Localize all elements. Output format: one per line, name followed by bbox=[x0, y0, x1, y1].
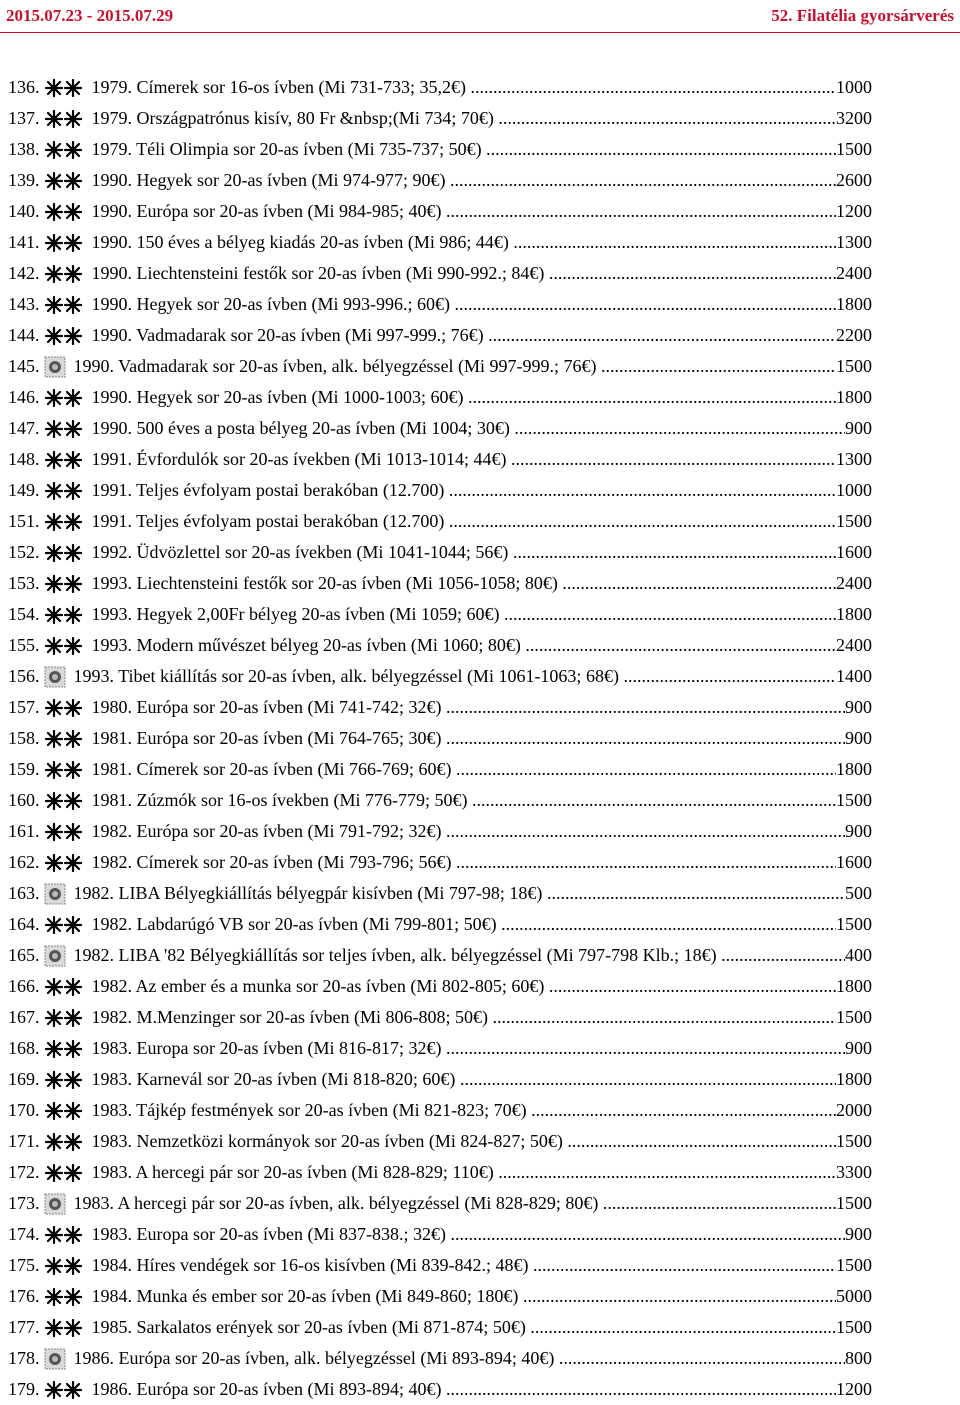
lot-number: 160. bbox=[8, 790, 40, 810]
lot-description: 1985. Sarkalatos erények sor 20-as ívben (Mi 871-874; 50€) ..... bbox=[92, 1312, 837, 1343]
cancelled-stamp-icon bbox=[44, 1348, 66, 1370]
double-asterisk-mint-icon bbox=[44, 1071, 84, 1089]
lot-price: 1000 bbox=[836, 77, 872, 97]
lot-row bbox=[8, 1250, 872, 1281]
lot-description: 1990. Hegyek sor 20-as ívben (Mi 1000-1003; 60€) ..... bbox=[92, 382, 837, 413]
lot-row bbox=[8, 413, 872, 444]
lot-price: 1500 bbox=[836, 511, 872, 531]
lot-description: 1979. Téli Olimpia sor 20-as ívben (Mi 735-737; 50€) ..... bbox=[92, 134, 837, 165]
page-header bbox=[0, 0, 960, 32]
lot-number: 163. bbox=[8, 883, 40, 903]
lot-price: 1200 bbox=[836, 1379, 872, 1399]
lot-description: 1983. Nemzetközi kormányok sor 20-as ívben (Mi 824-827; 50€) ..... bbox=[92, 1126, 837, 1157]
double-asterisk-mint-icon bbox=[44, 978, 84, 996]
lot-row bbox=[8, 103, 872, 134]
lot-description: 1979. Országpatrónus kisív, 80 Fr &nbsp;(Mi 734; 70€) ..... bbox=[92, 103, 837, 134]
lot-number: 157. bbox=[8, 697, 40, 717]
lot-number: 177. bbox=[8, 1317, 40, 1337]
lot-description: 1983. A hercegi pár sor 20-as ívben, alk. bélyegzéssel (Mi 828-829; 80€) ..... bbox=[74, 1188, 837, 1219]
lot-description: 1990. Hegyek sor 20-as ívben (Mi 993-996.; 60€) ..... bbox=[92, 289, 837, 320]
lot-description: 1993. Modern művészet bélyeg 20-as ívben (Mi 1060; 80€) ..... bbox=[92, 630, 837, 661]
lot-row bbox=[8, 940, 872, 971]
lot-row bbox=[8, 475, 872, 506]
lot-price: 2400 bbox=[836, 635, 872, 655]
lot-description: 1984. Híres vendégek sor 16-os kisívben (Mi 839-842.; 48€) ..... bbox=[92, 1250, 837, 1281]
lot-row bbox=[8, 971, 872, 1002]
lot-description: 1982. Európa sor 20-as ívben (Mi 791-792; 32€) ..... bbox=[92, 816, 846, 847]
lot-row bbox=[8, 1374, 872, 1405]
lot-price: 1500 bbox=[836, 356, 872, 376]
double-asterisk-mint-icon bbox=[44, 1102, 84, 1120]
lot-number: 171. bbox=[8, 1131, 40, 1151]
lot-description: 1990. Liechtensteini festők sor 20-as ívben (Mi 990-992.; 84€) ..... bbox=[92, 258, 837, 289]
lot-number: 152. bbox=[8, 542, 40, 562]
lot-description: 1983. Europa sor 20-as ívben (Mi 816-817; 32€) ..... bbox=[92, 1033, 846, 1064]
double-asterisk-mint-icon bbox=[44, 482, 84, 500]
lot-description: 1990. 500 éves a posta bélyeg 20-as ívben (Mi 1004; 30€) ..... bbox=[92, 413, 846, 444]
lot-description: 1982. LIBA '82 Bélyegkiállítás sor teljes ívben, alk. bélyegzéssel (Mi 797-798 Klb.; 18€) ..... bbox=[74, 940, 846, 971]
lot-number: 173. bbox=[8, 1193, 40, 1213]
lot-row bbox=[8, 258, 872, 289]
lot-price: 900 bbox=[845, 1038, 872, 1058]
double-asterisk-mint-icon bbox=[44, 1164, 84, 1182]
lot-price: 1800 bbox=[836, 759, 872, 779]
cancelled-stamp-icon bbox=[44, 1193, 66, 1215]
lot-number: 148. bbox=[8, 449, 40, 469]
lot-price: 2400 bbox=[836, 573, 872, 593]
lot-description: 1983. Europa sor 20-as ívben (Mi 837-838.; 32€) ..... bbox=[92, 1219, 846, 1250]
lot-number: 164. bbox=[8, 914, 40, 934]
date-range: 2015.07.23 - 2015.07.29 bbox=[6, 6, 174, 25]
double-asterisk-mint-icon bbox=[44, 110, 84, 128]
lot-description: 1981. Zúzmók sor 16-os ívekben (Mi 776-779; 50€) ..... bbox=[92, 785, 837, 816]
lot-number: 149. bbox=[8, 480, 40, 500]
lot-row bbox=[8, 599, 872, 630]
lot-price: 1300 bbox=[836, 449, 872, 469]
lot-description: 1982. LIBA Bélyegkiállítás bélyegpár kisívben (Mi 797-98; 18€) ..... bbox=[74, 878, 846, 909]
lot-description: 1982. M.Menzinger sor 20-as ívben (Mi 806-808; 50€) ..... bbox=[92, 1002, 837, 1033]
lot-description: 1986. Európa sor 20-as ívben, alk. bélyegzéssel (Mi 893-894; 40€) ..... bbox=[74, 1343, 846, 1374]
lot-price: 1500 bbox=[836, 914, 872, 934]
lot-description: 1993. Liechtensteini festők sor 20-as ívben (Mi 1056-1058; 80€) ..... bbox=[92, 568, 837, 599]
lot-row bbox=[8, 1064, 872, 1095]
lot-row bbox=[8, 723, 872, 754]
lot-description: 1984. Munka és ember sor 20-as ívben (Mi 849-860; 180€) ..... bbox=[92, 1281, 837, 1312]
lot-number: 159. bbox=[8, 759, 40, 779]
lot-number: 142. bbox=[8, 263, 40, 283]
lot-number: 145. bbox=[8, 356, 40, 376]
lot-price: 5000 bbox=[836, 1286, 872, 1306]
lot-number: 138. bbox=[8, 139, 40, 159]
lot-description: 1982. Labdarúgó VB sor 20-as ívben (Mi 799-801; 50€) ..... bbox=[92, 909, 837, 940]
double-asterisk-mint-icon bbox=[44, 1133, 84, 1151]
lot-price: 1500 bbox=[836, 1193, 872, 1213]
double-asterisk-mint-icon bbox=[44, 854, 84, 872]
lot-number: 158. bbox=[8, 728, 40, 748]
auction-title: 52. Filatélia gyorsárverés bbox=[771, 6, 954, 25]
double-asterisk-mint-icon bbox=[44, 823, 84, 841]
double-asterisk-mint-icon bbox=[44, 1288, 84, 1306]
lot-row bbox=[8, 1188, 872, 1219]
double-asterisk-mint-icon bbox=[44, 792, 84, 810]
lot-row bbox=[8, 1126, 872, 1157]
double-asterisk-mint-icon bbox=[44, 761, 84, 779]
lot-description: 1982. Az ember és a munka sor 20-as ívben (Mi 802-805; 60€) ..... bbox=[92, 971, 837, 1002]
lot-number: 174. bbox=[8, 1224, 40, 1244]
lot-row bbox=[8, 1312, 872, 1343]
lot-row bbox=[8, 1033, 872, 1064]
lot-number: 168. bbox=[8, 1038, 40, 1058]
lot-row bbox=[8, 847, 872, 878]
lot-number: 178. bbox=[8, 1348, 40, 1368]
double-asterisk-mint-icon bbox=[44, 513, 84, 531]
lot-number: 170. bbox=[8, 1100, 40, 1120]
lot-row bbox=[8, 134, 872, 165]
lot-description: 1983. Tájkép festmények sor 20-as ívben (Mi 821-823; 70€) ..... bbox=[92, 1095, 837, 1126]
lot-price: 1800 bbox=[836, 387, 872, 407]
lot-number: 151. bbox=[8, 511, 40, 531]
lot-number: 175. bbox=[8, 1255, 40, 1275]
lot-row bbox=[8, 878, 872, 909]
lot-price: 1500 bbox=[836, 1317, 872, 1337]
double-asterisk-mint-icon bbox=[44, 327, 84, 345]
lot-row bbox=[8, 816, 872, 847]
lot-price: 3300 bbox=[836, 1162, 872, 1182]
lot-number: 162. bbox=[8, 852, 40, 872]
lot-price: 1800 bbox=[836, 1069, 872, 1089]
double-asterisk-mint-icon bbox=[44, 451, 84, 469]
lot-number: 169. bbox=[8, 1069, 40, 1089]
lot-number: 140. bbox=[8, 201, 40, 221]
lot-description: 1991. Teljes évfolyam postai berakóban (12.700) ..... bbox=[92, 475, 837, 506]
lot-description: 1983. Karnevál sor 20-as ívben (Mi 818-820; 60€) ..... bbox=[92, 1064, 837, 1095]
lot-description: 1990. 150 éves a bélyeg kiadás 20-as ívben (Mi 986; 44€) ..... bbox=[92, 227, 837, 258]
lot-description: 1993. Hegyek 2,00Fr bélyeg 20-as ívben (Mi 1059; 60€) ..... bbox=[92, 599, 837, 630]
lot-price: 3200 bbox=[836, 108, 872, 128]
double-asterisk-mint-icon bbox=[44, 172, 84, 190]
lot-row bbox=[8, 1219, 872, 1250]
double-asterisk-mint-icon bbox=[44, 544, 84, 562]
lot-row bbox=[8, 692, 872, 723]
lot-price: 2200 bbox=[836, 325, 872, 345]
lot-row bbox=[8, 196, 872, 227]
lot-price: 800 bbox=[845, 1348, 872, 1368]
lot-price: 2600 bbox=[836, 170, 872, 190]
lot-price: 1500 bbox=[836, 1007, 872, 1027]
lot-number: 136. bbox=[8, 77, 40, 97]
cancelled-stamp-icon bbox=[44, 883, 66, 905]
lot-number: 156. bbox=[8, 666, 40, 686]
lot-price: 1000 bbox=[836, 480, 872, 500]
lot-description: 1990. Vadmadarak sor 20-as ívben (Mi 997-999.; 76€) ..... bbox=[92, 320, 837, 351]
lot-description: 1990. Vadmadarak sor 20-as ívben, alk. bélyegzéssel (Mi 997-999.; 76€) ..... bbox=[74, 351, 837, 382]
cancelled-stamp-icon bbox=[44, 666, 66, 688]
lot-price: 400 bbox=[845, 945, 872, 965]
lot-row bbox=[8, 1157, 872, 1188]
lot-row bbox=[8, 537, 872, 568]
lot-number: 153. bbox=[8, 573, 40, 593]
lot-row bbox=[8, 754, 872, 785]
cancelled-stamp-icon bbox=[44, 356, 66, 378]
lot-row bbox=[8, 568, 872, 599]
lot-row bbox=[8, 1095, 872, 1126]
double-asterisk-mint-icon bbox=[44, 699, 84, 717]
lot-price: 1500 bbox=[836, 1255, 872, 1275]
lot-description: 1980. Európa sor 20-as ívben (Mi 741-742; 32€) ..... bbox=[92, 692, 846, 723]
lot-price: 1500 bbox=[836, 790, 872, 810]
lot-description: 1990. Európa sor 20-as ívben (Mi 984-985; 40€) ..... bbox=[92, 196, 837, 227]
lot-number: 155. bbox=[8, 635, 40, 655]
lot-row bbox=[8, 630, 872, 661]
lot-price: 1600 bbox=[836, 542, 872, 562]
lot-row bbox=[8, 1343, 872, 1374]
lot-number: 166. bbox=[8, 976, 40, 996]
lot-row bbox=[8, 661, 872, 692]
lot-description: 1990. Hegyek sor 20-as ívben (Mi 974-977; 90€) ..... bbox=[92, 165, 837, 196]
lot-list bbox=[8, 72, 872, 1405]
double-asterisk-mint-icon bbox=[44, 296, 84, 314]
double-asterisk-mint-icon bbox=[44, 141, 84, 159]
lot-price: 900 bbox=[845, 821, 872, 841]
double-asterisk-mint-icon bbox=[44, 1040, 84, 1058]
lot-price: 500 bbox=[845, 883, 872, 903]
lot-description: 1986. Európa sor 20-as ívben (Mi 893-894; 40€) ..... bbox=[92, 1374, 837, 1405]
lot-price: 1300 bbox=[836, 232, 872, 252]
double-asterisk-mint-icon bbox=[44, 420, 84, 438]
double-asterisk-mint-icon bbox=[44, 730, 84, 748]
lot-price: 900 bbox=[845, 728, 872, 748]
lot-description: 1982. Címerek sor 20-as ívben (Mi 793-796; 56€) ..... bbox=[92, 847, 837, 878]
lot-price: 2400 bbox=[836, 263, 872, 283]
lot-row bbox=[8, 72, 872, 103]
lot-number: 144. bbox=[8, 325, 40, 345]
double-asterisk-mint-icon bbox=[44, 265, 84, 283]
lot-row bbox=[8, 289, 872, 320]
double-asterisk-mint-icon bbox=[44, 637, 84, 655]
lot-number: 141. bbox=[8, 232, 40, 252]
lot-number: 179. bbox=[8, 1379, 40, 1399]
lot-price: 1500 bbox=[836, 139, 872, 159]
lot-number: 143. bbox=[8, 294, 40, 314]
lot-description: 1991. Évfordulók sor 20-as ívekben (Mi 1013-1014; 44€) ..... bbox=[92, 444, 837, 475]
lot-description: 1983. A hercegi pár sor 20-as ívben (Mi 828-829; 110€) ..... bbox=[92, 1157, 837, 1188]
lot-price: 900 bbox=[845, 697, 872, 717]
lot-price: 1200 bbox=[836, 201, 872, 221]
lot-description: 1979. Címerek sor 16-os ívben (Mi 731-733; 35,2€) ..... bbox=[92, 72, 837, 103]
double-asterisk-mint-icon bbox=[44, 1381, 84, 1399]
lot-description: 1991. Teljes évfolyam postai berakóban (12.700) ..... bbox=[92, 506, 837, 537]
lot-number: 146. bbox=[8, 387, 40, 407]
double-asterisk-mint-icon bbox=[44, 1009, 84, 1027]
cancelled-stamp-icon bbox=[44, 945, 66, 967]
header-divider bbox=[0, 32, 960, 33]
lot-description: 1981. Európa sor 20-as ívben (Mi 764-765; 30€) ..... bbox=[92, 723, 846, 754]
lot-number: 167. bbox=[8, 1007, 40, 1027]
lot-number: 176. bbox=[8, 1286, 40, 1306]
double-asterisk-mint-icon bbox=[44, 916, 84, 934]
lot-number: 137. bbox=[8, 108, 40, 128]
double-asterisk-mint-icon bbox=[44, 606, 84, 624]
lot-number: 165. bbox=[8, 945, 40, 965]
lot-description: 1992. Üdvözlettel sor 20-as ívekben (Mi 1041-1044; 56€) ..... bbox=[92, 537, 837, 568]
lot-row bbox=[8, 165, 872, 196]
lot-row bbox=[8, 909, 872, 940]
lot-price: 1500 bbox=[836, 1131, 872, 1151]
double-asterisk-mint-icon bbox=[44, 1319, 84, 1337]
lot-number: 139. bbox=[8, 170, 40, 190]
lot-row bbox=[8, 320, 872, 351]
lot-price: 1800 bbox=[836, 604, 872, 624]
double-asterisk-mint-icon bbox=[44, 203, 84, 221]
lot-row bbox=[8, 785, 872, 816]
lot-row bbox=[8, 506, 872, 537]
double-asterisk-mint-icon bbox=[44, 79, 84, 97]
lot-price: 900 bbox=[845, 1224, 872, 1244]
lot-row bbox=[8, 351, 872, 382]
double-asterisk-mint-icon bbox=[44, 1226, 84, 1244]
lot-price: 1600 bbox=[836, 852, 872, 872]
lot-price: 2000 bbox=[836, 1100, 872, 1120]
double-asterisk-mint-icon bbox=[44, 1257, 84, 1275]
double-asterisk-mint-icon bbox=[44, 575, 84, 593]
double-asterisk-mint-icon bbox=[44, 389, 84, 407]
lot-description: 1981. Címerek sor 20-as ívben (Mi 766-769; 60€) ..... bbox=[92, 754, 837, 785]
lot-row bbox=[8, 227, 872, 258]
lot-row bbox=[8, 1002, 872, 1033]
lot-price: 1800 bbox=[836, 976, 872, 996]
lot-number: 161. bbox=[8, 821, 40, 841]
lot-price: 1400 bbox=[836, 666, 872, 686]
lot-row bbox=[8, 382, 872, 413]
lot-price: 1800 bbox=[836, 294, 872, 314]
lot-row bbox=[8, 444, 872, 475]
lot-number: 154. bbox=[8, 604, 40, 624]
lot-description: 1993. Tibet kiállítás sor 20-as ívben, alk. bélyegzéssel (Mi 1061-1063; 68€) ..... bbox=[74, 661, 837, 692]
lot-number: 147. bbox=[8, 418, 40, 438]
lot-number: 172. bbox=[8, 1162, 40, 1182]
double-asterisk-mint-icon bbox=[44, 234, 84, 252]
lot-price: 900 bbox=[845, 418, 872, 438]
lot-row bbox=[8, 1281, 872, 1312]
